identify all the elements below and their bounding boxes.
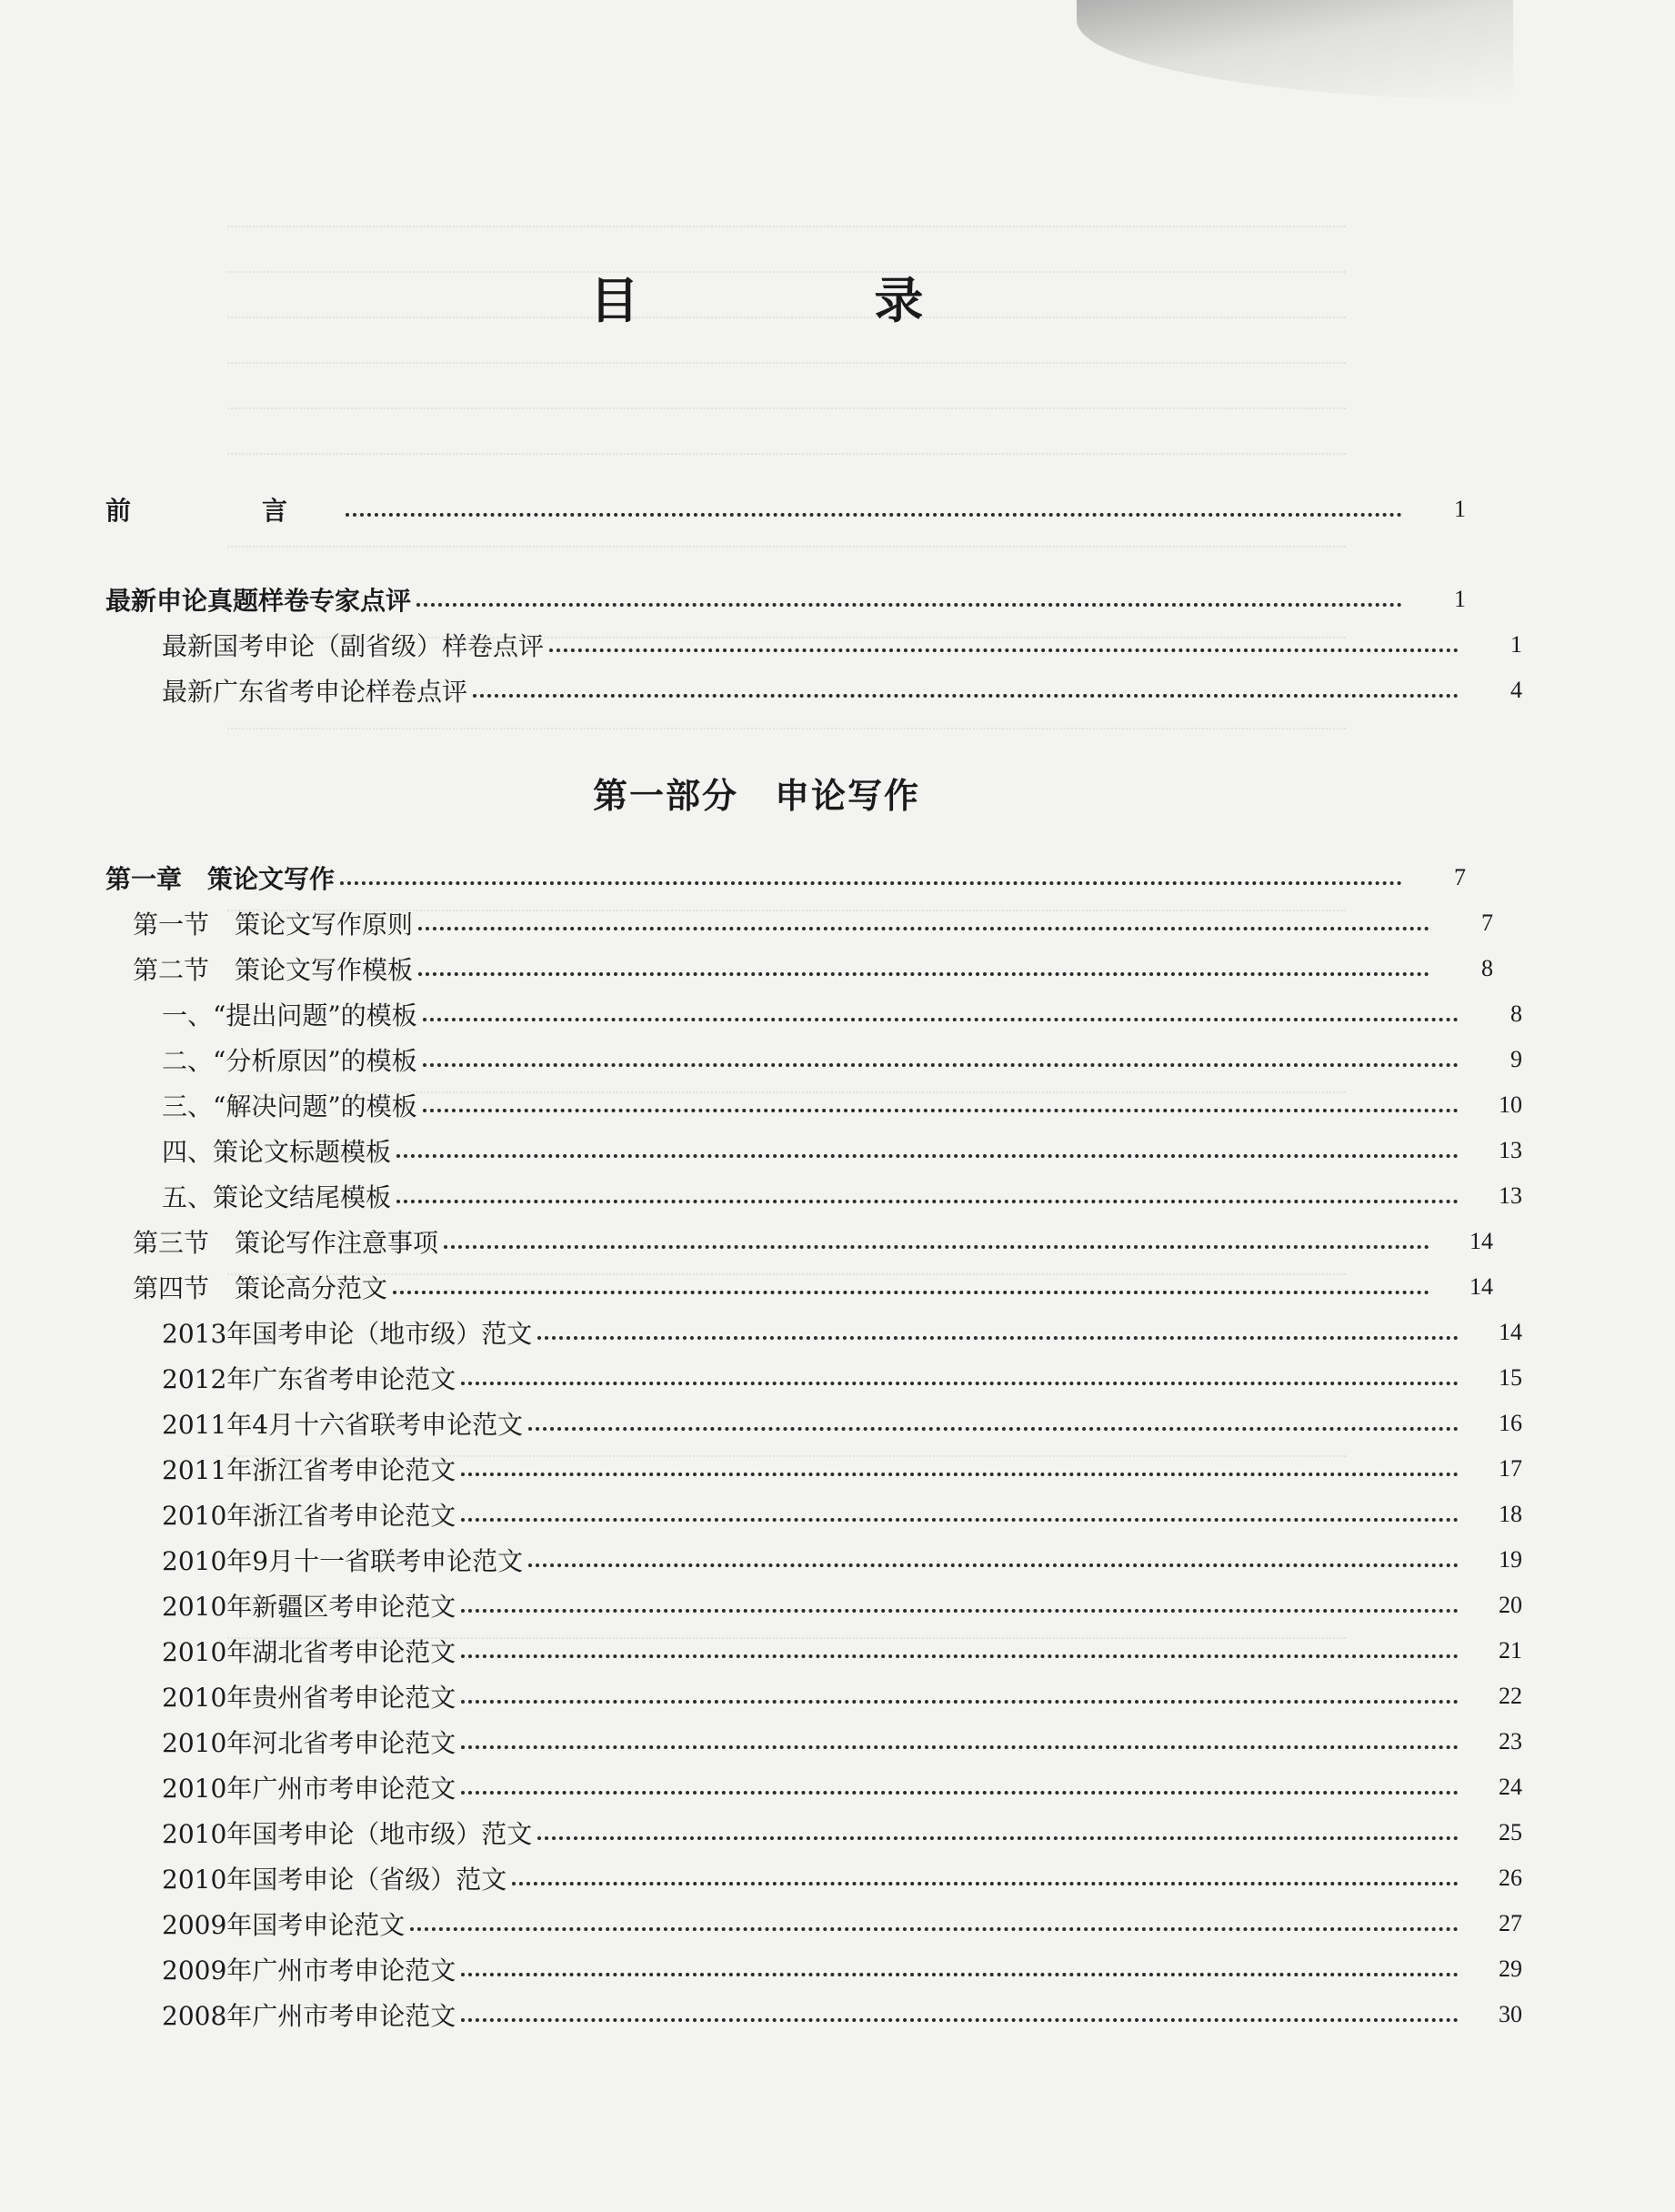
toc-entry[interactable] — [0, 668, 1675, 713]
toc-entry-label: 2010年浙江省考申论范文 — [162, 1501, 456, 1531]
toc-entry-label: 第一节 策论文写作原则 — [133, 910, 414, 940]
toc-entry[interactable] — [0, 1537, 1675, 1583]
toc-entry-section[interactable] — [0, 946, 1646, 991]
toc-entry-label: 第二节 策论文写作模板 — [133, 955, 414, 985]
toc-entry-page: 14 — [1469, 1273, 1493, 1300]
toc-entry-page: 16 — [1499, 1410, 1522, 1436]
toc-entry-label: 三、“解决问题”的模板 — [162, 1091, 417, 1121]
toc-entry-page: 17 — [1499, 1455, 1522, 1482]
toc-entry-label: 第一章 策论文写作 — [105, 864, 336, 894]
leader-dots — [410, 1927, 1459, 1931]
toc-entry-label: 2013年国考申论（地市级）范文 — [162, 1319, 533, 1349]
toc-entry-page: 1 — [1454, 586, 1466, 612]
toc-entry-section[interactable] — [0, 1264, 1646, 1310]
toc-entry-page: 30 — [1499, 2001, 1522, 2027]
toc-entry-label: 2011年浙江省考申论范文 — [162, 1455, 456, 1485]
leader-dots — [461, 1654, 1459, 1658]
leader-dots — [461, 2018, 1459, 2022]
part-heading: 第一部分 申论写作 — [592, 775, 920, 816]
leader-dots — [393, 1291, 1429, 1294]
toc-entry[interactable] — [0, 622, 1675, 668]
leader-dots — [549, 649, 1459, 652]
toc-entry-label: 2010年9月十一省联考申论范文 — [162, 1546, 524, 1576]
toc-entry-label: 2010年河北省考申论范文 — [162, 1728, 456, 1758]
toc-entry-label: 第四节 策论高分范文 — [133, 1273, 388, 1303]
leader-dots — [461, 1609, 1459, 1613]
toc-entry-page: 21 — [1499, 1637, 1522, 1664]
toc-entry[interactable] — [0, 577, 1619, 622]
leader-dots — [473, 694, 1459, 698]
toc-entry-page: 25 — [1499, 1819, 1522, 1845]
leader-dots — [416, 603, 1402, 607]
toc-entry-page: 9 — [1510, 1046, 1522, 1072]
toc-entry-label: 四、策论文标题模板 — [162, 1137, 392, 1167]
toc-entry-label: 2010年贵州省考申论范文 — [162, 1683, 456, 1713]
toc-entry-page: 8 — [1510, 1000, 1522, 1027]
leader-dots — [423, 1109, 1459, 1112]
leader-dots — [461, 1973, 1459, 1976]
toc-entry-page: 7 — [1454, 864, 1466, 890]
leader-dots — [444, 1245, 1429, 1249]
toc-entry-label: 2010年湖北省考申论范文 — [162, 1637, 456, 1667]
toc-entry[interactable] — [0, 1492, 1675, 1537]
toc-entry-page: 1 — [1454, 496, 1466, 522]
toc-entry-label: 最新申论真题样卷专家点评 — [105, 586, 412, 616]
toc-entry-label: 第三节 策论写作注意事项 — [133, 1228, 439, 1258]
toc-entry-page: 14 — [1469, 1228, 1493, 1254]
toc-title: 目 录 — [589, 271, 1033, 329]
toc-entry-label: 2011年4月十六省联考申论范文 — [162, 1410, 524, 1440]
leader-dots — [418, 972, 1429, 976]
page-curl-shadow — [1077, 0, 1513, 100]
toc-entry-page: 13 — [1499, 1182, 1522, 1209]
toc-entry[interactable] — [0, 1628, 1675, 1674]
leader-dots — [537, 1336, 1459, 1340]
toc-entry[interactable] — [0, 1401, 1675, 1446]
toc-entry-section[interactable] — [0, 900, 1646, 946]
toc-entry[interactable] — [0, 1128, 1675, 1173]
toc-entry-page: 22 — [1499, 1683, 1522, 1709]
toc-entry[interactable] — [0, 1355, 1675, 1401]
toc-entry-label: 最新广东省考申论样卷点评 — [162, 677, 468, 707]
toc-entry-section[interactable] — [0, 1219, 1646, 1264]
toc-entry-page: 23 — [1499, 1728, 1522, 1755]
toc-entry-page: 4 — [1510, 677, 1522, 703]
toc-entry[interactable] — [0, 1855, 1675, 1901]
leader-dots — [512, 1882, 1459, 1885]
toc-entry-page: 8 — [1481, 955, 1493, 981]
toc-entry-page: 1 — [1510, 631, 1522, 658]
leader-dots — [537, 1836, 1459, 1840]
toc-entry-page: 19 — [1499, 1546, 1522, 1573]
toc-entry[interactable] — [0, 1446, 1675, 1492]
leader-dots — [423, 1018, 1459, 1021]
toc-entry-label: 最新国考申论（副省级）样卷点评 — [162, 631, 545, 661]
toc-entry-label: 2010年国考申论（省级）范文 — [162, 1865, 507, 1895]
toc-entry[interactable] — [0, 1946, 1675, 1992]
leader-dots — [423, 1063, 1459, 1067]
toc-entry[interactable] — [0, 1583, 1675, 1628]
leader-dots — [461, 1473, 1459, 1476]
leader-dots — [396, 1200, 1459, 1203]
toc-entry-label: 2008年广州市考申论范文 — [162, 2001, 456, 2031]
toc-entry-page: 24 — [1499, 1774, 1522, 1800]
toc-entry-page: 20 — [1499, 1592, 1522, 1618]
toc-entry-label: 五、策论文结尾模板 — [162, 1182, 392, 1212]
toc-entry-label: 2010年新疆区考申论范文 — [162, 1592, 456, 1622]
toc-entry[interactable] — [0, 1810, 1675, 1855]
toc-entry[interactable] — [0, 1992, 1675, 2037]
toc-entry[interactable] — [0, 1901, 1675, 1946]
leader-dots — [461, 1518, 1459, 1522]
toc-entry[interactable] — [0, 1719, 1675, 1765]
leader-dots — [396, 1154, 1459, 1158]
toc-entry-page: 29 — [1499, 1956, 1522, 1982]
toc-entry-page: 18 — [1499, 1501, 1522, 1527]
leader-dots — [461, 1791, 1459, 1795]
leader-dots — [461, 1745, 1459, 1749]
toc-entry-page: 27 — [1499, 1910, 1522, 1936]
leader-dots — [528, 1563, 1459, 1567]
toc-entry-label: 2010年广州市考申论范文 — [162, 1774, 456, 1804]
leader-dots — [418, 927, 1429, 930]
toc-entry[interactable] — [0, 1765, 1675, 1810]
toc-entry[interactable] — [0, 991, 1675, 1037]
toc-entry-chapter[interactable] — [0, 855, 1619, 900]
leader-dots — [461, 1382, 1459, 1385]
toc-entry-page: 7 — [1481, 910, 1493, 936]
toc-entry[interactable] — [0, 1674, 1675, 1719]
toc-entry-label: 2009年广州市考申论范文 — [162, 1956, 456, 1986]
toc-entry-label: 2012年广东省考申论范文 — [162, 1364, 456, 1394]
toc-entry-page: 26 — [1499, 1865, 1522, 1891]
toc-entry-label: 前 言 — [105, 496, 341, 526]
toc-entry-label: 2010年国考申论（地市级）范文 — [162, 1819, 533, 1849]
leader-dots — [528, 1427, 1459, 1431]
toc-entry[interactable] — [0, 1082, 1675, 1128]
toc-entry-page: 10 — [1499, 1091, 1522, 1118]
toc-entry-page: 13 — [1499, 1137, 1522, 1163]
toc-entry[interactable] — [0, 1173, 1675, 1219]
toc-entry-label: 二、“分析原因”的模板 — [162, 1046, 417, 1076]
toc-entry[interactable] — [0, 1310, 1675, 1355]
leader-dots — [340, 881, 1402, 885]
toc-entry-page: 15 — [1499, 1364, 1522, 1391]
toc-entry[interactable] — [0, 1037, 1675, 1082]
leader-dots — [461, 1700, 1459, 1704]
toc-entry-preface[interactable] — [0, 487, 1619, 532]
toc-entry-label: 2009年国考申论范文 — [162, 1910, 406, 1940]
toc-entry-page: 14 — [1499, 1319, 1522, 1345]
toc-entry-label: 一、“提出问题”的模板 — [162, 1000, 417, 1031]
leader-dots — [346, 513, 1402, 517]
